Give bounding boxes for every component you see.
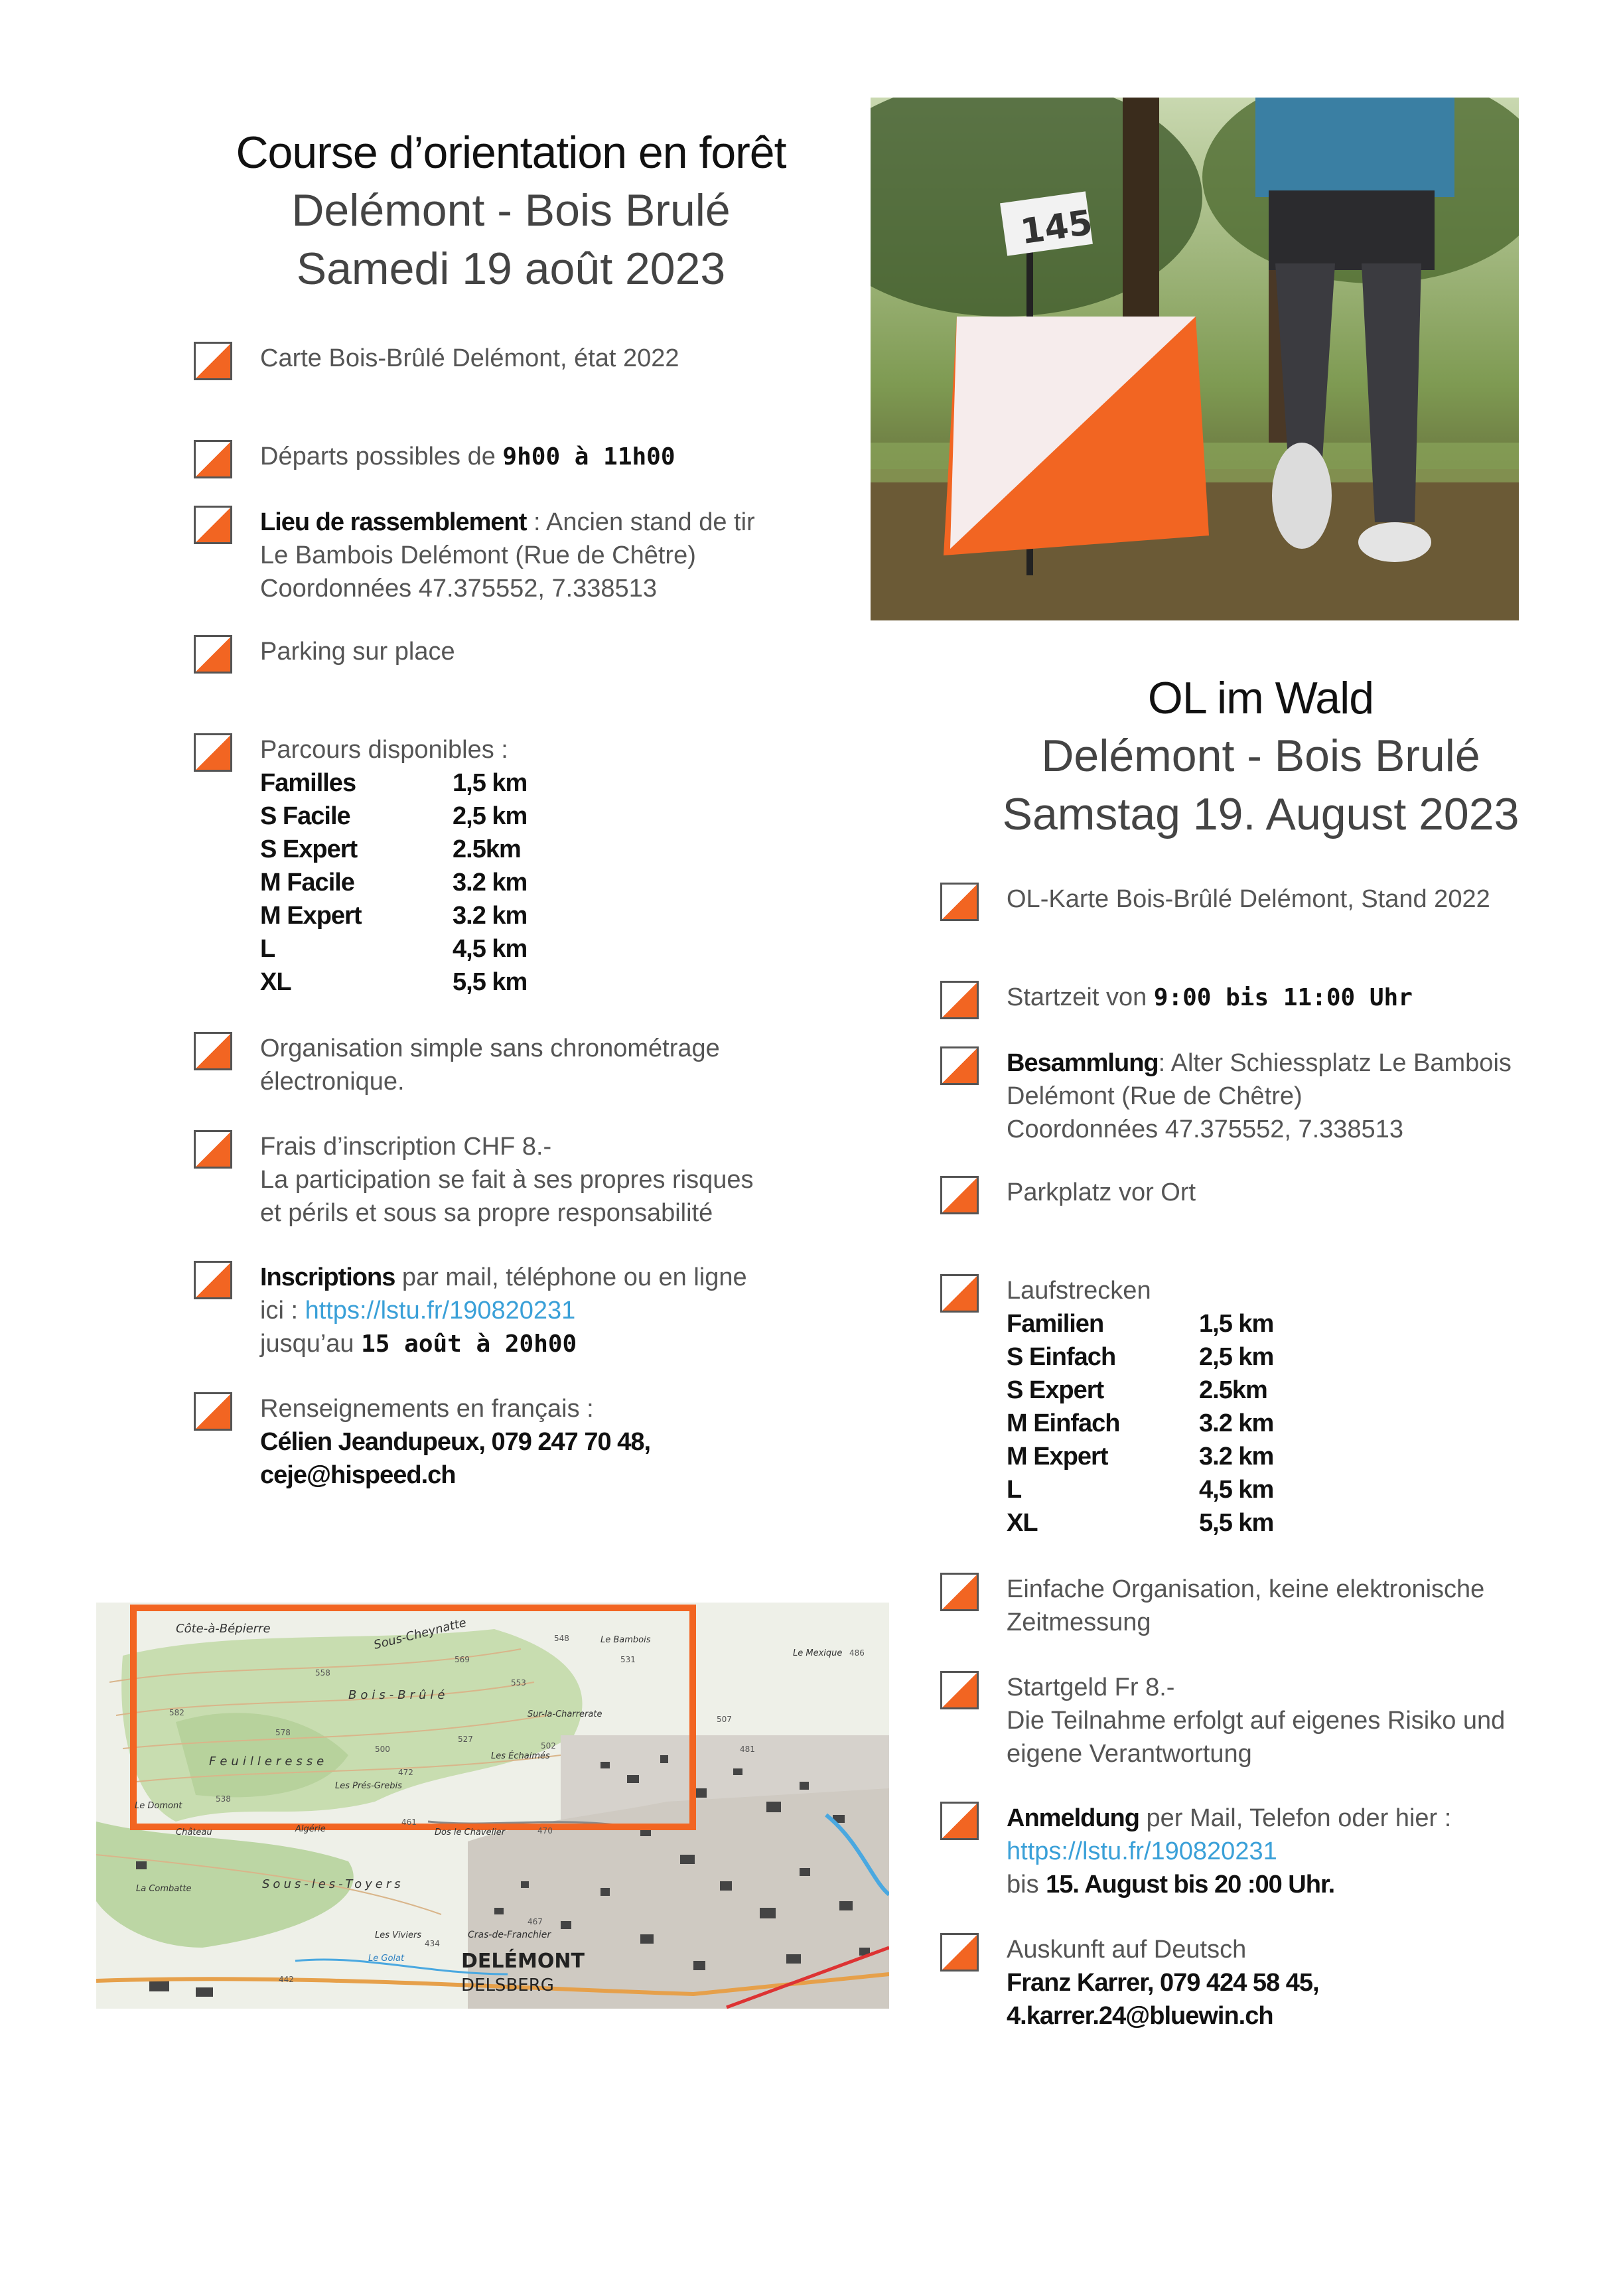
- course-distance: 4,5 km: [453, 935, 528, 963]
- map-label: Les Viviers: [375, 1930, 422, 1940]
- fr-reg-until: 15 août à 20h00: [361, 1330, 577, 1358]
- course-name: L: [1007, 1476, 1022, 1504]
- course-name: S Expert: [260, 835, 358, 863]
- control-flag-icon: [940, 1046, 979, 1085]
- control-flag-icon: [194, 635, 232, 674]
- de-info-label: Auskunft auf Deutsch: [1007, 1936, 1247, 1964]
- course-name: M Expert: [1007, 1443, 1108, 1471]
- control-flag-icon: [194, 342, 232, 380]
- de-start-prefix: Startzeit von: [1007, 983, 1154, 1011]
- de-meeting-label: Besammlung: [1007, 1049, 1159, 1077]
- control-flag-icon: [940, 883, 979, 921]
- map-height: 538: [216, 1794, 231, 1804]
- de-reg-text: per Mail, Telefon oder hier :: [1139, 1804, 1452, 1832]
- course-distance: 1,5 km: [1199, 1310, 1274, 1338]
- fr-org-line2: électronique.: [260, 1068, 405, 1096]
- course-distance: 5,5 km: [453, 968, 528, 996]
- fr-meeting-line3: Coordonnées 47.375552, 7.338513: [260, 575, 657, 603]
- control-flag-icon: [194, 440, 232, 478]
- map-height: 527: [458, 1735, 473, 1744]
- course-distance: 2.5km: [1199, 1376, 1267, 1404]
- map-label: Cras-de-Franchier: [468, 1930, 551, 1940]
- de-info-contact: Franz Karrer, 079 424 58 45,: [1007, 1969, 1319, 1997]
- map-height: 507: [717, 1715, 732, 1724]
- map-height: 531: [620, 1655, 636, 1664]
- course-distance: 4,5 km: [1199, 1476, 1274, 1504]
- map-label: Château: [176, 1828, 212, 1837]
- fr-courses-label: Parcours disponibles :: [260, 736, 508, 764]
- control-number: 145: [1018, 202, 1095, 253]
- fr-location: Delémont - Bois Brulé: [291, 185, 731, 236]
- de-date: Samstag 19. August 2023: [1002, 789, 1519, 840]
- map-label: Sous-les-Toyers: [262, 1877, 404, 1891]
- map-label: Feuilleresse: [209, 1755, 328, 1768]
- course-name: S Einfach: [1007, 1343, 1116, 1371]
- course-distance: 3.2 km: [453, 902, 528, 930]
- map-height: 502: [541, 1741, 556, 1751]
- fr-info-email[interactable]: ceje@hispeed.ch: [260, 1461, 456, 1489]
- fr-courses-list: [260, 766, 527, 999]
- map-label: Bois-Brûlé: [348, 1688, 449, 1702]
- course-name: M Expert: [260, 902, 362, 930]
- map-height: 578: [275, 1728, 291, 1737]
- control-flag-icon: [940, 1802, 979, 1840]
- map-label: Algérie: [295, 1824, 326, 1834]
- map-label: Le Mexique: [793, 1648, 843, 1658]
- fr-map-text: Carte Bois-Brûlé Delémont, état 2022: [260, 344, 679, 372]
- map-height: 470: [537, 1826, 553, 1835]
- de-title: OL im Wald: [1147, 673, 1374, 723]
- fr-info-label: Renseignements en français :: [260, 1395, 594, 1423]
- course-distance: 1,5 km: [453, 769, 528, 797]
- de-reg-until-prefix: bis: [1007, 1871, 1046, 1899]
- fr-registration-link[interactable]: https://lstu.fr/190820231: [305, 1297, 576, 1325]
- course-distance: 2,5 km: [1199, 1343, 1274, 1371]
- map-label: Les Échaimés: [491, 1751, 550, 1761]
- course-name: XL: [260, 968, 291, 996]
- course-name: S Facile: [260, 802, 350, 830]
- fr-reg-text: par mail, téléphone ou en ligne: [395, 1263, 747, 1291]
- course-name: XL: [1007, 1509, 1038, 1537]
- course-name: M Einfach: [1007, 1409, 1120, 1437]
- course-distance: 3.2 km: [1199, 1443, 1274, 1471]
- fr-reg-until-prefix: jusqu’au: [260, 1330, 362, 1358]
- map-height: 467: [528, 1917, 543, 1926]
- orienteering-photo-illustration: [871, 98, 1519, 620]
- course-distance: 2.5km: [453, 835, 521, 863]
- de-info-email[interactable]: 4.karrer.24@bluewin.ch: [1007, 2002, 1273, 2030]
- map-label: Sous-Cheynatte: [372, 1615, 468, 1652]
- course-name: Familles: [260, 769, 356, 797]
- control-flag-icon: [194, 506, 232, 544]
- fr-fee-line2: La participation se fait à ses propres risques: [260, 1166, 754, 1194]
- course-distance: 5,5 km: [1199, 1509, 1274, 1537]
- map-height: 582: [169, 1708, 184, 1717]
- map-height: 569: [455, 1655, 470, 1664]
- fr-meeting-line2: Le Bambois Delémont (Rue de Chêtre): [260, 541, 696, 569]
- map-town-name-de: DELSBERG: [461, 1975, 554, 1995]
- de-meeting-line2: Delémont (Rue de Chêtre): [1007, 1082, 1303, 1110]
- fr-org-line1: Organisation simple sans chronométrage: [260, 1035, 720, 1062]
- map-height: 558: [315, 1668, 330, 1678]
- control-flag-icon: [940, 1274, 979, 1313]
- course-distance: 2,5 km: [453, 802, 528, 830]
- de-parking-text: Parkplatz vor Ort: [1007, 1179, 1196, 1206]
- de-org-line1: Einfache Organisation, keine elektronische: [1007, 1575, 1485, 1603]
- map-label: Les Prés-Grebis: [335, 1781, 402, 1791]
- map-label: Le Golat: [368, 1954, 405, 1964]
- map-label: Côte-à-Bépierre: [176, 1622, 271, 1636]
- control-flag-icon: [194, 733, 232, 772]
- course-distance: 3.2 km: [453, 869, 528, 897]
- fr-parking-text: Parking sur place: [260, 638, 455, 666]
- de-reg-label: Anmeldung: [1007, 1804, 1139, 1832]
- de-courses-list: [1007, 1307, 1273, 1540]
- de-fee-line1: Startgeld Fr 8.-: [1007, 1674, 1175, 1701]
- map-label: Dos le Chavelier: [435, 1828, 506, 1837]
- course-distance: 3.2 km: [1199, 1409, 1274, 1437]
- de-fee-line3: eigene Verantwortung: [1007, 1740, 1252, 1768]
- fr-start-time: 9h00 à 11h00: [502, 443, 675, 470]
- control-flag-icon: [940, 981, 979, 1019]
- control-flag-icon: [940, 1671, 979, 1709]
- map-town-name: DELÉMONT: [461, 1950, 585, 1973]
- course-name: L: [260, 935, 275, 963]
- map-height: 442: [279, 1975, 294, 1984]
- map-height: 472: [398, 1768, 413, 1777]
- area-map: [96, 1603, 889, 2009]
- fr-meeting-label: Lieu de rassemblement: [260, 508, 527, 536]
- fr-reg-label: Inscriptions: [260, 1263, 395, 1291]
- topographic-map: [96, 1603, 889, 2009]
- de-meeting-line3: Coordonnées 47.375552, 7.338513: [1007, 1115, 1403, 1143]
- map-height: 461: [401, 1818, 417, 1827]
- course-name: M Facile: [260, 869, 354, 897]
- de-fee-line2: Die Teilnahme erfolgt auf eigenes Risiko und: [1007, 1707, 1506, 1735]
- control-flag-icon: [194, 1261, 232, 1299]
- de-location: Delémont - Bois Brulé: [1041, 731, 1480, 781]
- map-height: 486: [849, 1648, 865, 1658]
- orienteering-photo: [871, 98, 1519, 620]
- control-flag-icon: [194, 1130, 232, 1169]
- control-flag-icon: [194, 1032, 232, 1070]
- course-name: S Expert: [1007, 1376, 1104, 1404]
- map-height: 434: [425, 1939, 440, 1948]
- fr-fee-line1: Frais d’inscription CHF 8.-: [260, 1133, 552, 1161]
- de-map-text: OL-Karte Bois-Brûlé Delémont, Stand 2022: [1007, 885, 1490, 913]
- map-height: 500: [375, 1745, 390, 1754]
- de-meeting-text: : Alter Schiessplatz Le Bambois: [1158, 1049, 1512, 1077]
- de-title-block: [949, 670, 1573, 844]
- de-registration-link[interactable]: https://lstu.fr/190820231: [1007, 1837, 1277, 1865]
- fr-fee-line3: et périls et sous sa propre responsabilité: [260, 1199, 713, 1227]
- de-start-time: 9:00 bis 11:00 Uhr: [1153, 984, 1413, 1011]
- de-reg-until: 15. August bis 20 :00 Uhr.: [1046, 1871, 1335, 1899]
- fr-meeting-text: : Ancien stand de tir: [526, 508, 755, 536]
- map-height: 553: [511, 1678, 526, 1687]
- control-flag-icon: [940, 1573, 979, 1611]
- control-flag-icon: [194, 1392, 232, 1431]
- map-label: Sur-la-Charrerate: [528, 1709, 602, 1719]
- map-label: Le Domont: [135, 1801, 182, 1811]
- de-courses-label: Laufstrecken: [1007, 1277, 1151, 1305]
- map-label: La Combatte: [136, 1884, 192, 1894]
- fr-info-contact: Célien Jeandupeux, 079 247 70 48,: [260, 1428, 651, 1456]
- map-label: Le Bambois: [600, 1635, 651, 1645]
- fr-title-block: [199, 125, 823, 299]
- fr-start-prefix: Départs possibles de: [260, 443, 503, 470]
- map-height: 481: [740, 1745, 755, 1754]
- course-name: Familien: [1007, 1310, 1104, 1338]
- de-org-line2: Zeitmessung: [1007, 1609, 1151, 1636]
- map-height: 548: [554, 1634, 569, 1643]
- control-flag-icon: [940, 1933, 979, 1972]
- fr-reg-ici: ici :: [260, 1297, 305, 1325]
- fr-date: Samedi 19 août 2023: [296, 244, 726, 295]
- fr-title: Course d’orientation en forêt: [236, 127, 786, 178]
- control-flag-icon: [940, 1176, 979, 1214]
